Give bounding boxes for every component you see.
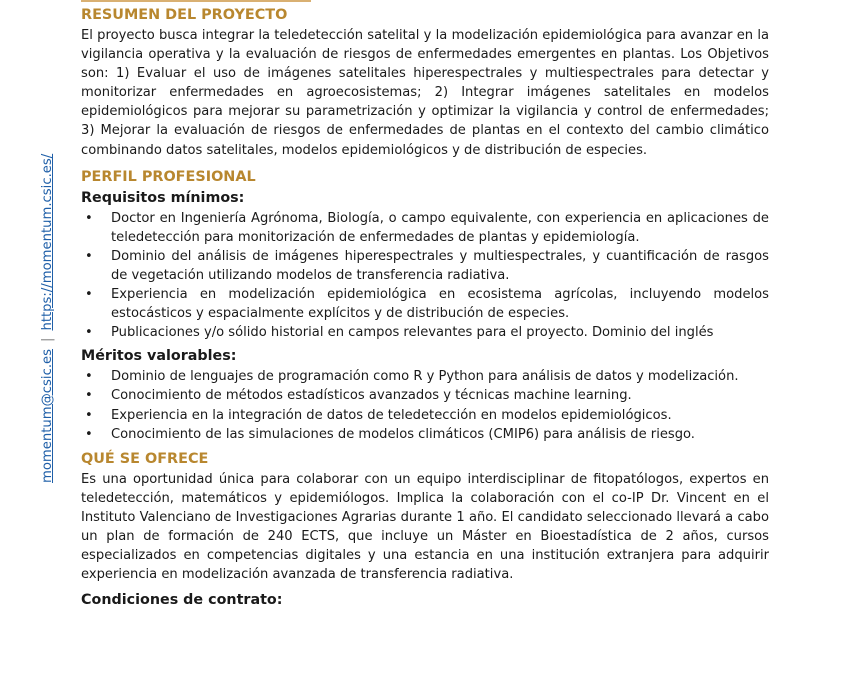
email-link[interactable]: momentum@csic.es: [40, 348, 55, 483]
separator: |: [40, 337, 55, 342]
document-body: [81, 4, 769, 611]
requisitos-title: Requisitos mínimos:: [81, 189, 245, 206]
list-item: • Experiencia en modelización epidemiológica en ecosistema agrícolas, incluyendo modelos estocásticos y espacialmente explícitos y de distribución de especies.: [81, 285, 769, 323]
list-item: • Dominio del análisis de imágenes hiperespectrales y multiespectrales, y cuantificación de rasgos de vegetación utilizando modelos de transferencia radiativa.: [81, 247, 769, 285]
contact-sidebar: [22, 0, 58, 675]
ofrece-text: Es una oportunidad única para colaborar con un equipo interdisciplinar de fitopatólogos, expertos en teledetección, matemáticos y epidemiólogos. Implica la colaboración con el co-IP Dr. Vincent en el Instituto Valenciano de Investigaciones Agrarias durante 1 año. El candidato seleccionado llevará a cabo un plan de formación de 240 ECTS, que incluye un Máster en Bioestadística de 2 años, cursos especializados en competencias digitales y una estancia en una institución extranjera para adquirir experiencia en modelización avanzada de transferencia radiativa.: [81, 471, 769, 583]
condiciones-title: Condiciones de contrato:: [81, 592, 283, 609]
heading-perfil: PERFIL PROFESIONAL: [81, 168, 256, 185]
requisitos-list: [81, 209, 769, 343]
meritos-title: Méritos valorables:: [81, 348, 237, 365]
list-item: • Conocimiento de las simulaciones de modelos climáticos (CMIP6) para análisis de riesgo.: [81, 425, 769, 444]
list-item: • Conocimiento de métodos estadísticos avanzados y técnicas machine learning.: [81, 386, 769, 405]
list-item: • Publicaciones y/o sólido historial en campos relevantes para el proyecto. Dominio del inglés: [81, 323, 769, 342]
header-rule: [81, 0, 311, 2]
meritos-list: [81, 367, 769, 443]
contact-links: [40, 154, 55, 483]
resumen-text: El proyecto busca integrar la teledetección satelital y la modelización epidemiológica para avanzar en la vigilancia operativa y la evaluación de riesgos de enfermedades emergentes en plantas. Los Objetivos son: 1) Evaluar el uso de imágenes satelitales hiperespectrales y multiespectrales para detectar y monitorizar enfermedades en agroecosistemas; 2) Integrar imágenes satelitales en modelos epidemiológicos para mejorar su parametrización y optimizar la vigilancia y control de enfermedades; 3) Mejorar la evaluación de riesgos de enfermedades de plantas en el contexto del cambio climático combinando datos satelitales, modelos epidemiológicos y de distribución de especies.: [81, 28, 769, 158]
heading-resumen: RESUMEN DEL PROYECTO: [81, 7, 288, 23]
heading-ofrece: QUÉ SE OFRECE: [81, 450, 209, 467]
list-item: • Dominio de lenguajes de programación como R y Python para análisis de datos y modelización.: [81, 367, 769, 386]
website-link[interactable]: https://momentum.csic.es/: [40, 153, 55, 331]
list-item: • Doctor en Ingeniería Agrónoma, Biología, o campo equivalente, con experiencia en aplicaciones de teledetección para monitorización de enfermedades de plantas y epidemiología.: [81, 209, 769, 247]
list-item: • Experiencia en la integración de datos de teledetección en modelos epidemiológicos.: [81, 406, 769, 425]
